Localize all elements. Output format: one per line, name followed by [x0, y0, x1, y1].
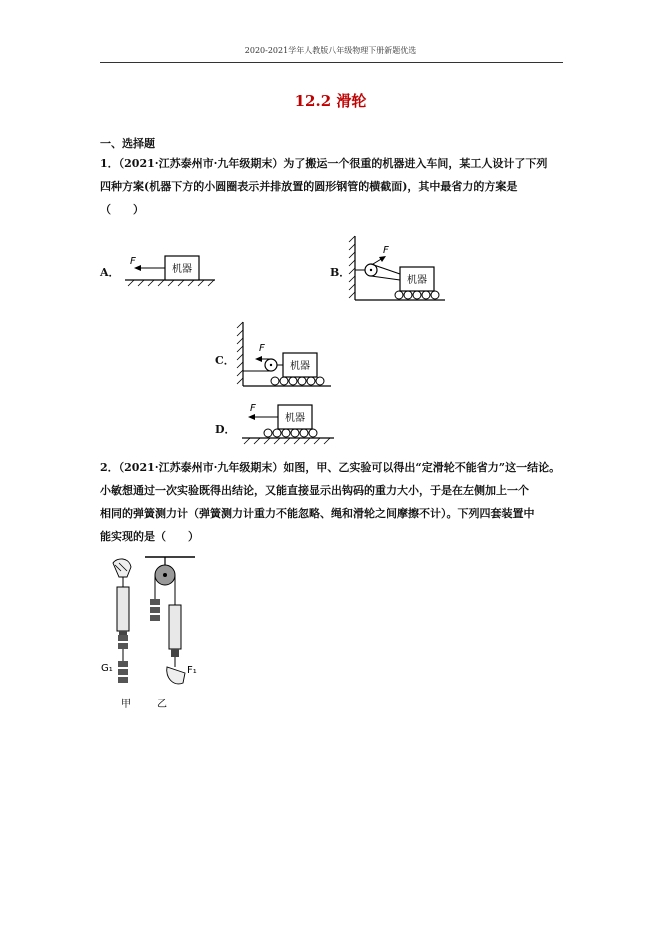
- scale-left: [113, 559, 131, 683]
- option-c-figure: [235, 320, 335, 390]
- q2-line: 能实现的是（ ）: [100, 530, 199, 543]
- force-label: F: [130, 256, 136, 267]
- option-b-label: B．: [330, 266, 351, 279]
- machine-label: 机器: [290, 361, 310, 372]
- machine-label: 机器: [285, 413, 305, 424]
- q2-line: 小敏想通过一次实验既得出结论，又能直接显示出钩码的重力大小，于是在左侧加上一个: [100, 484, 529, 497]
- option-b-figure: [347, 234, 447, 304]
- caption-yi: 乙: [157, 699, 167, 710]
- question-1-text: [100, 152, 570, 221]
- page-header: 2020-2021学年人教版八年级物理下册新题优选: [244, 46, 417, 55]
- force-label: F: [250, 403, 256, 414]
- caption-jia: 甲: [121, 699, 131, 710]
- pulley-experiment-figure: [95, 555, 205, 713]
- section-heading: 一、选择题: [100, 137, 155, 150]
- machine-label: 机器: [172, 264, 192, 275]
- f1-label: F₁: [187, 665, 197, 676]
- force-label: F: [259, 343, 265, 354]
- q1-line: 1．（2021·江苏泰州市·九年级期末）为了搬运一个很重的机器进入车间，某工人设计了下列: [100, 157, 548, 170]
- g1-label: G₁: [101, 663, 113, 674]
- q2-line: 2．（2021·江苏泰州市·九年级期末）如图，甲、乙实验可以得出“定滑轮不能省力”这一结论。: [100, 461, 561, 474]
- header-divider: [100, 62, 563, 63]
- q1-line: （ ）: [100, 203, 144, 216]
- option-d-figure: [238, 400, 338, 448]
- page-title: 12.2 滑轮: [294, 92, 367, 110]
- question-2-text: [100, 456, 570, 548]
- option-d-label: D．: [215, 423, 236, 436]
- option-c-label: C．: [215, 354, 235, 367]
- force-label: F: [383, 245, 389, 256]
- machine-label: 机器: [407, 275, 427, 286]
- option-a-figure: [120, 248, 220, 290]
- option-a-label: A．: [100, 266, 120, 279]
- q2-line: 相同的弹簧测力计（弹簧测力计重力不能忽略、绳和滑轮之间摩擦不计）。下列四套装置中: [100, 507, 535, 520]
- q1-line: 四种方案(机器下方的小圆圈表示并排放置的圆形钢管的横截面)，其中最省力的方案是: [100, 180, 518, 193]
